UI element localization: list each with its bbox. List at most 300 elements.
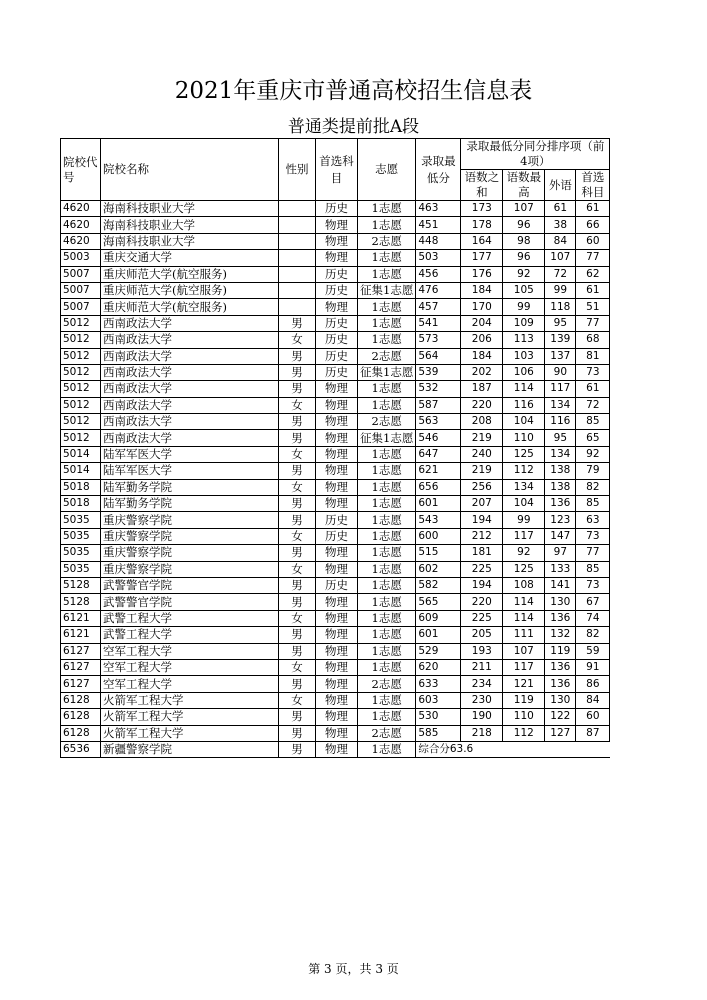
- cell-code: 5035: [61, 512, 101, 528]
- cell-name: 重庆师范大学(航空服务): [101, 282, 279, 298]
- cell-code: 5014: [61, 446, 101, 462]
- cell-first-subject: 82: [576, 479, 610, 495]
- cell-min-score: 620: [416, 659, 461, 675]
- cell-subject: 物理: [316, 725, 358, 741]
- cell-min-score: 532: [416, 381, 461, 397]
- table-row: [61, 348, 610, 364]
- cell-choice: 1志愿: [358, 627, 416, 643]
- cell-gender: 女: [279, 610, 316, 626]
- cell-min-score: 476: [416, 282, 461, 298]
- cell-first-subject: 87: [576, 725, 610, 741]
- cell-code: 5128: [61, 577, 101, 593]
- cell-foreign: 138: [545, 463, 576, 479]
- cell-first-subject: 73: [576, 528, 610, 544]
- cell-yushu-sum: 178: [461, 217, 503, 233]
- cell-yushu-max: 114: [503, 594, 545, 610]
- cell-first-subject: 86: [576, 676, 610, 692]
- cell-yushu-max: 103: [503, 348, 545, 364]
- cell-choice: 1志愿: [358, 446, 416, 462]
- cell-foreign: 137: [545, 348, 576, 364]
- cell-yushu-sum: 220: [461, 397, 503, 413]
- cell-first-subject: 74: [576, 610, 610, 626]
- cell-code: 5007: [61, 282, 101, 298]
- cell-yushu-sum: 220: [461, 594, 503, 610]
- cell-min-score: 515: [416, 545, 461, 561]
- header-code: 院校代号: [61, 139, 101, 201]
- cell-yushu-max: 117: [503, 659, 545, 675]
- cell-yushu-max: 116: [503, 397, 545, 413]
- cell-yushu-sum: 190: [461, 709, 503, 725]
- cell-name: 西南政法大学: [101, 381, 279, 397]
- cell-yushu-max: 96: [503, 217, 545, 233]
- cell-yushu-max: 106: [503, 364, 545, 380]
- cell-yushu-sum: 193: [461, 643, 503, 659]
- cell-gender: [279, 201, 316, 217]
- cell-yushu-sum: 176: [461, 266, 503, 282]
- cell-yushu-max: 109: [503, 315, 545, 331]
- cell-choice: 1志愿: [358, 709, 416, 725]
- cell-subject: 物理: [316, 659, 358, 675]
- cell-yushu-sum: 225: [461, 610, 503, 626]
- cell-yushu-sum: 184: [461, 348, 503, 364]
- table-row: [61, 217, 610, 233]
- table-row: [61, 643, 610, 659]
- cell-yushu-sum: 218: [461, 725, 503, 741]
- cell-foreign: 61: [545, 201, 576, 217]
- cell-gender: 男: [279, 643, 316, 659]
- cell-yushu-max: 134: [503, 479, 545, 495]
- cell-name: 陆军军医大学: [101, 463, 279, 479]
- cell-yushu-sum: 211: [461, 659, 503, 675]
- cell-name: 海南科技职业大学: [101, 201, 279, 217]
- header-sub-yushu-sum: 语数之和: [461, 170, 503, 201]
- cell-yushu-sum: 205: [461, 627, 503, 643]
- cell-code: 4620: [61, 217, 101, 233]
- cell-yushu-max: 113: [503, 332, 545, 348]
- cell-subject: 物理: [316, 741, 358, 757]
- cell-name: 重庆交通大学: [101, 250, 279, 266]
- cell-choice: 1志愿: [358, 528, 416, 544]
- cell-gender: 男: [279, 348, 316, 364]
- cell-gender: 女: [279, 528, 316, 544]
- cell-code: 5012: [61, 381, 101, 397]
- cell-gender: 男: [279, 496, 316, 512]
- cell-code: 4620: [61, 201, 101, 217]
- cell-name: 火箭军工程大学: [101, 709, 279, 725]
- cell-yushu-max: 96: [503, 250, 545, 266]
- cell-min-score: 457: [416, 299, 461, 315]
- cell-first-subject: 77: [576, 545, 610, 561]
- cell-gender: 男: [279, 364, 316, 380]
- cell-min-score: 564: [416, 348, 461, 364]
- cell-choice: 1志愿: [358, 201, 416, 217]
- table-row: [61, 463, 610, 479]
- cell-gender: 女: [279, 692, 316, 708]
- cell-first-subject: 85: [576, 561, 610, 577]
- cell-yushu-sum: 240: [461, 446, 503, 462]
- cell-min-score: 603: [416, 692, 461, 708]
- cell-first-subject: 79: [576, 463, 610, 479]
- cell-foreign: 133: [545, 561, 576, 577]
- cell-foreign: 134: [545, 446, 576, 462]
- header-choice: 志愿: [358, 139, 416, 201]
- cell-subject: 历史: [316, 348, 358, 364]
- cell-yushu-sum: 208: [461, 414, 503, 430]
- cell-first-subject: 92: [576, 446, 610, 462]
- table-row: [61, 676, 610, 692]
- cell-subject: 物理: [316, 233, 358, 249]
- cell-subject: 历史: [316, 512, 358, 528]
- cell-code: 6536: [61, 741, 101, 757]
- table-row: [61, 233, 610, 249]
- cell-min-score: 601: [416, 627, 461, 643]
- cell-min-score: 647: [416, 446, 461, 462]
- cell-foreign: 123: [545, 512, 576, 528]
- cell-code: 6128: [61, 692, 101, 708]
- cell-min-score: 539: [416, 364, 461, 380]
- cell-first-subject: 77: [576, 315, 610, 331]
- cell-subject: 物理: [316, 545, 358, 561]
- cell-foreign: 84: [545, 233, 576, 249]
- cell-choice: 2志愿: [358, 233, 416, 249]
- cell-name: 西南政法大学: [101, 430, 279, 446]
- cell-name: 陆军勤务学院: [101, 479, 279, 495]
- cell-yushu-max: 119: [503, 692, 545, 708]
- cell-min-score: 456: [416, 266, 461, 282]
- cell-code: 5003: [61, 250, 101, 266]
- cell-foreign: 72: [545, 266, 576, 282]
- cell-subject: 物理: [316, 709, 358, 725]
- cell-yushu-sum: 202: [461, 364, 503, 380]
- table-row: [61, 364, 610, 380]
- cell-min-score: 585: [416, 725, 461, 741]
- cell-yushu-sum: 204: [461, 315, 503, 331]
- cell-yushu-sum: 256: [461, 479, 503, 495]
- cell-subject: 物理: [316, 430, 358, 446]
- cell-code: 4620: [61, 233, 101, 249]
- cell-choice: 1志愿: [358, 315, 416, 331]
- cell-yushu-max: 98: [503, 233, 545, 249]
- cell-code: 5035: [61, 545, 101, 561]
- cell-code: 6121: [61, 627, 101, 643]
- cell-choice: 2志愿: [358, 348, 416, 364]
- cell-subject: 物理: [316, 692, 358, 708]
- cell-foreign: 141: [545, 577, 576, 593]
- cell-yushu-max: 105: [503, 282, 545, 298]
- cell-min-score: 503: [416, 250, 461, 266]
- cell-gender: 男: [279, 709, 316, 725]
- cell-min-score: 563: [416, 414, 461, 430]
- cell-yushu-max: 112: [503, 725, 545, 741]
- cell-yushu-sum: 184: [461, 282, 503, 298]
- cell-first-subject: 84: [576, 692, 610, 708]
- cell-yushu-max: 111: [503, 627, 545, 643]
- cell-foreign: 147: [545, 528, 576, 544]
- cell-code: 5018: [61, 479, 101, 495]
- header-subject: 首选科目: [316, 139, 358, 201]
- table-row: [61, 741, 610, 757]
- cell-yushu-sum: 219: [461, 463, 503, 479]
- admission-table: [60, 138, 610, 758]
- cell-name: 西南政法大学: [101, 397, 279, 413]
- table-row: [61, 397, 610, 413]
- cell-name: 海南科技职业大学: [101, 217, 279, 233]
- cell-subject: 物理: [316, 446, 358, 462]
- table-row: [61, 512, 610, 528]
- cell-yushu-max: 92: [503, 545, 545, 561]
- cell-code: 6128: [61, 725, 101, 741]
- cell-gender: [279, 233, 316, 249]
- cell-min-score: 621: [416, 463, 461, 479]
- cell-foreign: 139: [545, 332, 576, 348]
- cell-foreign: 107: [545, 250, 576, 266]
- table-row: [61, 299, 610, 315]
- cell-code: 5012: [61, 315, 101, 331]
- cell-gender: 男: [279, 545, 316, 561]
- cell-min-score: 573: [416, 332, 461, 348]
- header-name: 院校名称: [101, 139, 279, 201]
- table-row: [61, 659, 610, 675]
- cell-yushu-sum: 164: [461, 233, 503, 249]
- cell-name: 西南政法大学: [101, 414, 279, 430]
- cell-yushu-max: 114: [503, 610, 545, 626]
- table-row: [61, 250, 610, 266]
- cell-code: 5128: [61, 594, 101, 610]
- cell-gender: 男: [279, 512, 316, 528]
- cell-choice: 1志愿: [358, 659, 416, 675]
- cell-first-subject: 77: [576, 250, 610, 266]
- cell-yushu-sum: 177: [461, 250, 503, 266]
- cell-name: 西南政法大学: [101, 332, 279, 348]
- cell-min-score: 587: [416, 397, 461, 413]
- cell-foreign: 119: [545, 643, 576, 659]
- cell-first-subject: 91: [576, 659, 610, 675]
- cell-choice: 1志愿: [358, 594, 416, 610]
- cell-yushu-sum: 170: [461, 299, 503, 315]
- cell-gender: 男: [279, 627, 316, 643]
- cell-name: 火箭军工程大学: [101, 725, 279, 741]
- page-subtitle: 普通类提前批A段: [287, 117, 420, 137]
- cell-foreign: 38: [545, 217, 576, 233]
- cell-first-subject: 73: [576, 577, 610, 593]
- cell-gender: 女: [279, 397, 316, 413]
- cell-choice: 1志愿: [358, 741, 416, 757]
- cell-subject: 物理: [316, 594, 358, 610]
- cell-min-score: 530: [416, 709, 461, 725]
- cell-choice: 1志愿: [358, 217, 416, 233]
- cell-first-subject: 62: [576, 266, 610, 282]
- cell-foreign: 99: [545, 282, 576, 298]
- cell-foreign: 116: [545, 414, 576, 430]
- cell-foreign: 136: [545, 496, 576, 512]
- cell-subject: 物理: [316, 610, 358, 626]
- cell-min-score: 633: [416, 676, 461, 692]
- cell-subject: 物理: [316, 463, 358, 479]
- header-tiebreak: 录取最低分同分排序项（前4项）: [461, 139, 610, 170]
- cell-yushu-max: 114: [503, 381, 545, 397]
- cell-yushu-max: 112: [503, 463, 545, 479]
- cell-yushu-max: 99: [503, 512, 545, 528]
- table-row: [61, 545, 610, 561]
- cell-gender: 男: [279, 430, 316, 446]
- cell-gender: [279, 266, 316, 282]
- cell-code: 6127: [61, 643, 101, 659]
- cell-choice: 1志愿: [358, 643, 416, 659]
- cell-name: 海南科技职业大学: [101, 233, 279, 249]
- cell-gender: 男: [279, 725, 316, 741]
- cell-first-subject: 82: [576, 627, 610, 643]
- cell-subject: 历史: [316, 332, 358, 348]
- cell-foreign: 117: [545, 381, 576, 397]
- header-gender: 性别: [279, 139, 316, 201]
- cell-yushu-sum: 206: [461, 332, 503, 348]
- cell-foreign: 95: [545, 430, 576, 446]
- cell-first-subject: 81: [576, 348, 610, 364]
- cell-yushu-max: 125: [503, 446, 545, 462]
- cell-first-subject: 61: [576, 282, 610, 298]
- table-row: [61, 332, 610, 348]
- cell-yushu-sum: 181: [461, 545, 503, 561]
- cell-yushu-sum: 194: [461, 512, 503, 528]
- cell-choice: 1志愿: [358, 332, 416, 348]
- cell-choice: 2志愿: [358, 414, 416, 430]
- table-row: [61, 266, 610, 282]
- cell-choice: 征集1志愿: [358, 282, 416, 298]
- cell-subject: 历史: [316, 364, 358, 380]
- cell-choice: 2志愿: [358, 676, 416, 692]
- cell-subject: 历史: [316, 266, 358, 282]
- cell-gender: 男: [279, 463, 316, 479]
- table-row: [61, 528, 610, 544]
- cell-choice: 征集1志愿: [358, 364, 416, 380]
- table-row: [61, 627, 610, 643]
- cell-subject: 物理: [316, 250, 358, 266]
- cell-min-score: 451: [416, 217, 461, 233]
- cell-gender: 男: [279, 315, 316, 331]
- cell-first-subject: 72: [576, 397, 610, 413]
- cell-code: 5012: [61, 348, 101, 364]
- cell-code: 6128: [61, 709, 101, 725]
- table-row: [61, 594, 610, 610]
- cell-yushu-sum: 173: [461, 201, 503, 217]
- cell-name: 武警警官学院: [101, 594, 279, 610]
- cell-gender: [279, 299, 316, 315]
- cell-min-score: 448: [416, 233, 461, 249]
- cell-foreign: 136: [545, 659, 576, 675]
- cell-gender: 女: [279, 659, 316, 675]
- cell-subject: 历史: [316, 528, 358, 544]
- cell-choice: 1志愿: [358, 479, 416, 495]
- cell-yushu-max: 99: [503, 299, 545, 315]
- header-sub-first-subject: 首选科目: [576, 170, 610, 201]
- header-sub-yushu-max: 语数最高: [503, 170, 545, 201]
- cell-foreign: 130: [545, 594, 576, 610]
- cell-code: 6127: [61, 659, 101, 675]
- cell-foreign: 134: [545, 397, 576, 413]
- cell-name: 重庆警察学院: [101, 512, 279, 528]
- cell-code: 5014: [61, 463, 101, 479]
- cell-code: 5012: [61, 397, 101, 413]
- cell-gender: 女: [279, 446, 316, 462]
- cell-foreign: 118: [545, 299, 576, 315]
- cell-foreign: 95: [545, 315, 576, 331]
- table-row: [61, 381, 610, 397]
- cell-name: 陆军勤务学院: [101, 496, 279, 512]
- table-row: [61, 725, 610, 741]
- cell-gender: 女: [279, 332, 316, 348]
- cell-foreign: 138: [545, 479, 576, 495]
- cell-choice: 1志愿: [358, 692, 416, 708]
- table-row: [61, 414, 610, 430]
- cell-choice: 2志愿: [358, 725, 416, 741]
- cell-choice: 1志愿: [358, 577, 416, 593]
- cell-yushu-sum: 234: [461, 676, 503, 692]
- cell-min-score: 565: [416, 594, 461, 610]
- cell-yushu-max: 107: [503, 643, 545, 659]
- table-row: [61, 610, 610, 626]
- cell-first-subject: 68: [576, 332, 610, 348]
- cell-min-score: 546: [416, 430, 461, 446]
- cell-subject: 物理: [316, 479, 358, 495]
- cell-subject: 历史: [316, 201, 358, 217]
- cell-gender: [279, 217, 316, 233]
- cell-yushu-sum: 230: [461, 692, 503, 708]
- cell-choice: 1志愿: [358, 250, 416, 266]
- cell-name: 重庆警察学院: [101, 545, 279, 561]
- cell-yushu-max: 104: [503, 496, 545, 512]
- cell-name: 空军工程大学: [101, 659, 279, 675]
- cell-first-subject: 63: [576, 512, 610, 528]
- cell-first-subject: 60: [576, 709, 610, 725]
- cell-gender: 女: [279, 479, 316, 495]
- table-row: [61, 201, 610, 217]
- table-row: [61, 430, 610, 446]
- cell-first-subject: 59: [576, 643, 610, 659]
- table-row: [61, 561, 610, 577]
- cell-subject: 物理: [316, 414, 358, 430]
- cell-code: 5007: [61, 266, 101, 282]
- cell-name: 武警警官学院: [101, 577, 279, 593]
- cell-name: 空军工程大学: [101, 676, 279, 692]
- cell-yushu-sum: 225: [461, 561, 503, 577]
- cell-subject: 物理: [316, 561, 358, 577]
- table-row: [61, 446, 610, 462]
- cell-gender: 男: [279, 381, 316, 397]
- cell-first-subject: 65: [576, 430, 610, 446]
- cell-name: 武警工程大学: [101, 610, 279, 626]
- cell-yushu-sum: 219: [461, 430, 503, 446]
- cell-composite-score-note: 综合分63.6: [416, 741, 610, 757]
- header-minscore: 录取最低分: [416, 139, 461, 201]
- cell-code: 6127: [61, 676, 101, 692]
- cell-foreign: 127: [545, 725, 576, 741]
- cell-first-subject: 61: [576, 381, 610, 397]
- cell-code: 5012: [61, 332, 101, 348]
- cell-first-subject: 51: [576, 299, 610, 315]
- cell-yushu-max: 125: [503, 561, 545, 577]
- cell-gender: 男: [279, 414, 316, 430]
- cell-foreign: 132: [545, 627, 576, 643]
- cell-yushu-sum: 194: [461, 577, 503, 593]
- cell-min-score: 543: [416, 512, 461, 528]
- table-row: [61, 282, 610, 298]
- cell-name: 空军工程大学: [101, 643, 279, 659]
- cell-gender: 男: [279, 577, 316, 593]
- cell-foreign: 136: [545, 676, 576, 692]
- cell-yushu-max: 108: [503, 577, 545, 593]
- cell-subject: 历史: [316, 577, 358, 593]
- cell-yushu-max: 107: [503, 201, 545, 217]
